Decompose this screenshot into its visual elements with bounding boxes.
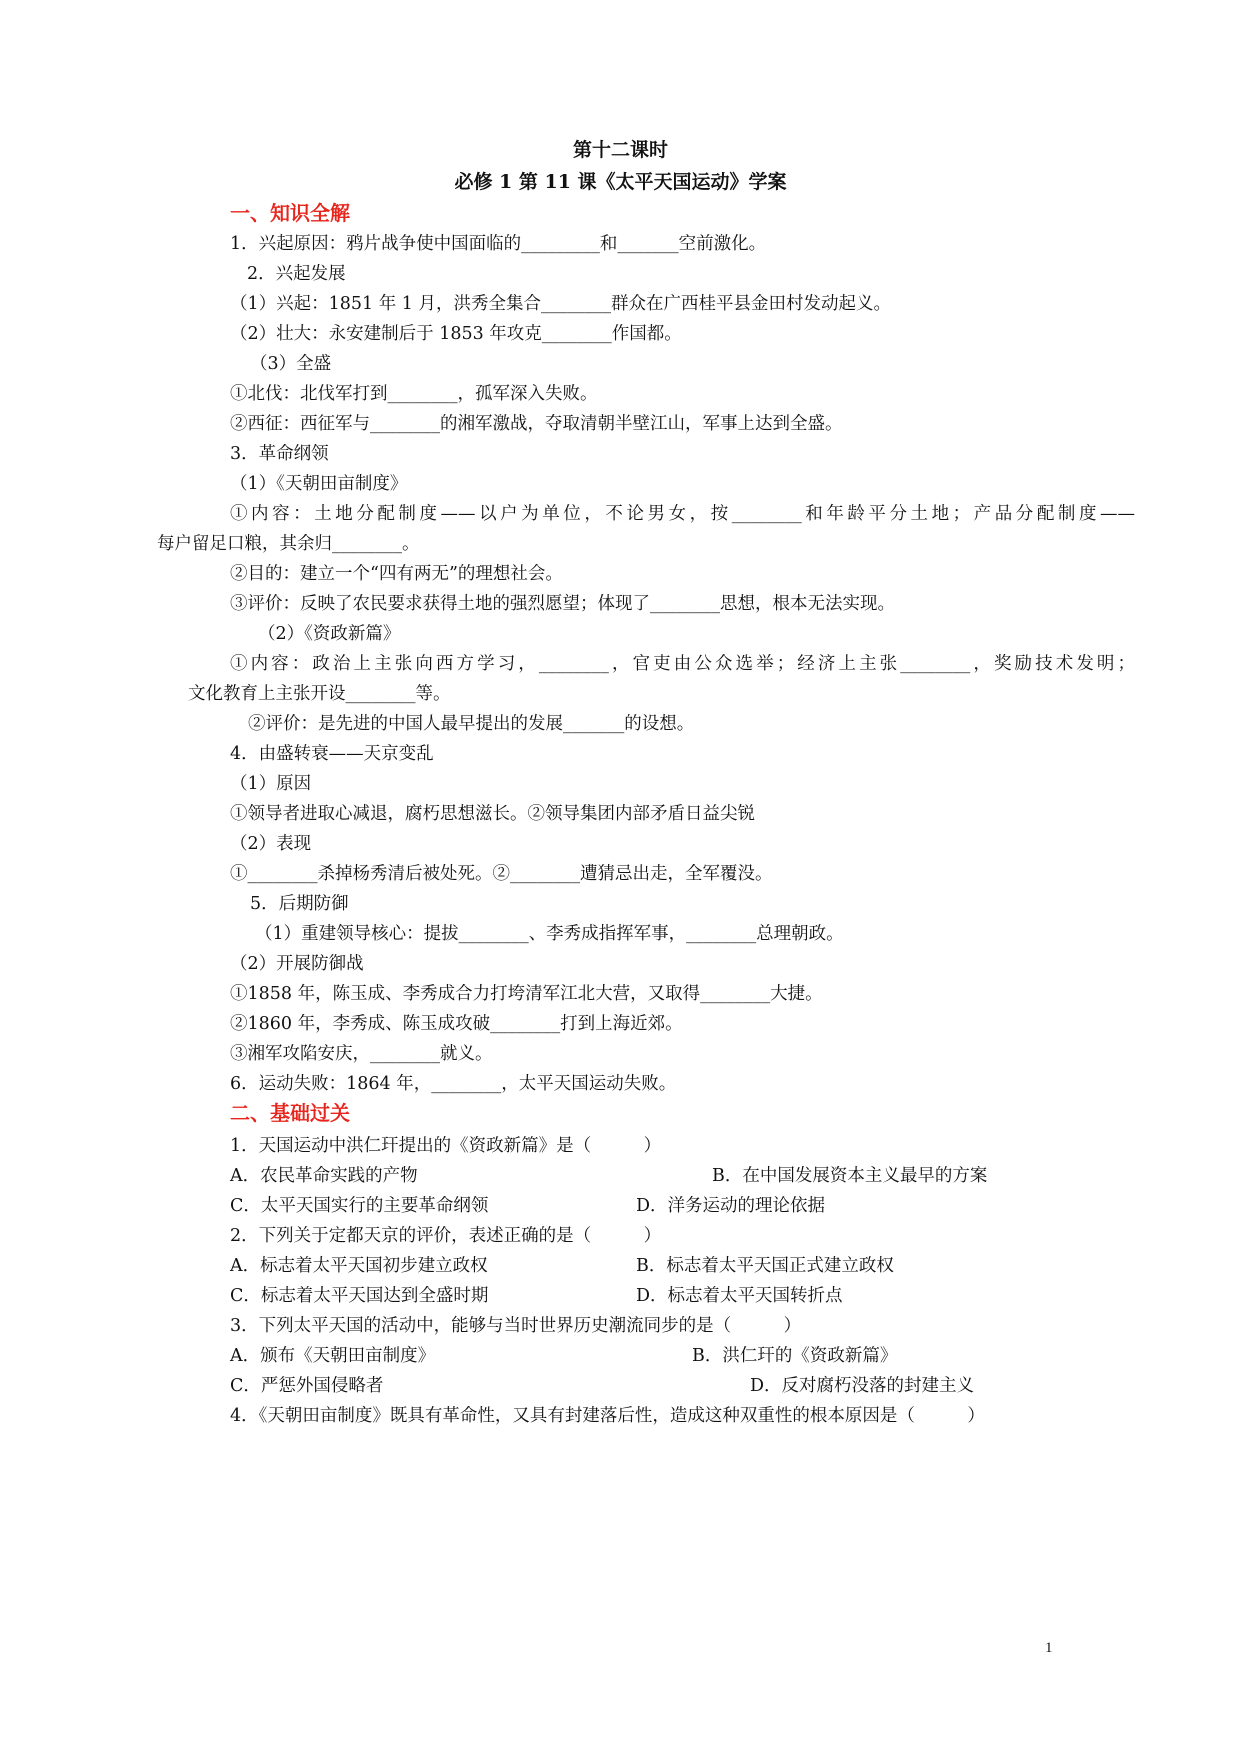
text-line: ②评价：是先进的中国人最早提出的发展_______的设想。 [248,714,695,734]
option-b: B．在中国发展资本主义最早的方案 [712,1166,988,1186]
text-line: 1．兴起原因：鸦片战争使中国面临的_________和_______空前激化。 [230,234,767,254]
text-line: ②目的：建立一个“四有两无”的理想社会。 [230,564,563,584]
option-a: A．标志着太平天国初步建立政权 [230,1256,488,1276]
text-line: （3）全盛 [250,354,332,374]
option-d: D．标志着太平天国转折点 [636,1286,843,1306]
option-b: B．标志着太平天国正式建立政权 [636,1256,894,1276]
text-line: ①领导者进取心减退，腐朽思想滋长。②领导集团内部矛盾日益尖锐 [230,804,755,824]
option-c: C．标志着太平天国达到全盛时期 [230,1286,489,1306]
text-line: ①________杀掉杨秀清后被处死。②________遭猜忌出走，全军覆没。 [230,864,773,884]
question-stem: 3．下列太平天国的活动中，能够与当时世界历史潮流同步的是（ ） [230,1316,802,1336]
text-line: 文化教育上主张开设________等。 [188,684,451,704]
text-line: ①内容：土地分配制度——以户为单位，不论男女，按________和年龄平分土地；产品分配制度—— [230,504,1135,524]
option-c: C．太平天国实行的主要革命纲领 [230,1196,489,1216]
text-line: ③评价：反映了农民要求获得土地的强烈愿望；体现了________思想，根本无法实现。 [230,594,895,614]
option-d: D．洋务运动的理论依据 [636,1196,826,1216]
text-line: （1）重建领导核心：提拔________、李秀成指挥军事，________总理朝政。 [255,924,844,944]
text-line: （1）原因 [230,774,312,794]
text-line: （1）《天朝田亩制度》 [230,474,408,494]
text-line: （1）兴起：1851 年 1 月，洪秀全集合________群众在广西桂平县金田村发动起义。 [230,294,891,314]
text-line: 2．兴起发展 [247,264,346,284]
text-line: 5．后期防御 [250,894,349,914]
option-c: C．严惩外国侵略者 [230,1376,384,1396]
text-line: ②西征：西征军与________的湘军激战，夺取清朝半壁江山，军事上达到全盛。 [230,414,843,434]
option-d: D．反对腐朽没落的封建主义 [750,1376,975,1396]
question-stem: 4．《天朝田亩制度》既具有革命性，又具有封建落后性，造成这种双重性的根本原因是（ ） [230,1406,985,1426]
question-stem: 1．天国运动中洪仁玕提出的《资政新篇》是（ ） [230,1136,662,1156]
text-line: ③湘军攻陷安庆，________就义。 [230,1044,493,1064]
text-line: （2）表现 [230,834,312,854]
text-line: （2）开展防御战 [230,954,364,974]
text-line: （2）壮大：永安建制后于 1853 年攻克________作国都。 [230,324,682,344]
text-line: （2）《资政新篇》 [258,624,401,644]
option-a: A．颁布《天朝田亩制度》 [230,1346,436,1366]
text-line: 6．运动失败：1864 年，________，太平天国运动失败。 [230,1074,677,1094]
text-line: 4．由盛转衰——天京变乱 [230,744,434,764]
question-stem: 2．下列关于定都天京的评价，表述正确的是（ ） [230,1226,662,1246]
section-heading-knowledge: 一、知识全解 [230,201,350,225]
text-line: 每户留足口粮，其余归________。 [157,534,420,554]
lesson-number-title: 第十二课时 [572,139,668,161]
section-heading-basics: 二、基础过关 [230,1101,350,1125]
document-title: 必修 1 第 11 课《太平天国运动》学案 [454,171,787,193]
text-line: ①1858 年，陈玉成、李秀成合力打垮清军江北大营，又取得________大捷。 [230,984,823,1004]
option-a: A．农民革命实践的产物 [230,1166,418,1186]
page-number: 1 [1045,1640,1053,1656]
text-line: ①内容：政治上主张向西方学习，________，官吏由公众选举；经济上主张________，奖励技术发明； [230,654,1135,674]
text-line: ①北伐：北伐军打到________，孤军深入失败。 [230,384,598,404]
option-b: B．洪仁玕的《资政新篇》 [692,1346,898,1366]
text-line: 3．革命纲领 [230,444,329,464]
text-line: ②1860 年，李秀成、陈玉成攻破________打到上海近郊。 [230,1014,683,1034]
